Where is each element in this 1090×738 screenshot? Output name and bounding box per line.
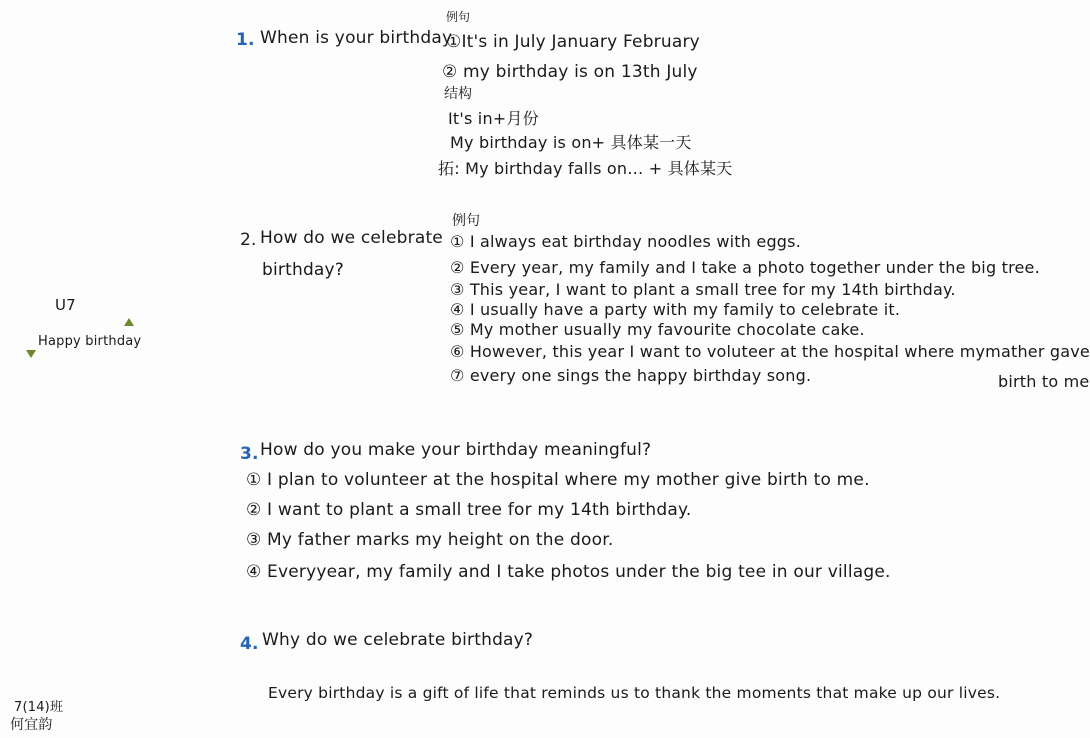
section-4-number: 4.	[240, 634, 259, 654]
section-2-question-line-1: How do we celebrate	[260, 228, 443, 248]
section-3-item-2: ② I want to plant a small tree for my 14th birthday.	[246, 500, 692, 520]
section-2-item-4: ④ I usually have a party with my family to celebrate it.	[450, 300, 901, 319]
class-label: 7(14)班	[14, 700, 64, 715]
section-1-structure-1: It's in+月份	[448, 109, 539, 128]
section-3-question: How do you make your birthday meaningful?	[260, 440, 652, 460]
section-1-number: 1.	[236, 30, 255, 50]
example-label: 例句	[452, 213, 480, 229]
section-3-item-1: ① I plan to volunteer at the hospital where my mother give birth to me.	[246, 470, 870, 490]
section-4-question: Why do we celebrate birthday?	[262, 630, 534, 650]
section-2-question-line-2: birthday?	[262, 260, 345, 280]
section-2-item-3: ③ This year, I want to plant a small tree for my 14th birthday.	[450, 280, 956, 299]
section-3-number: 3.	[240, 444, 259, 464]
example-label: 例句	[446, 10, 471, 24]
unit-title: Happy birthday	[38, 334, 142, 349]
section-1-example-1: ①It's in July January February	[446, 32, 700, 52]
section-1-question: When is your birthday	[260, 28, 453, 48]
section-1-structure-2: My birthday is on+ 具体某一天	[450, 133, 692, 152]
section-1-structure-3: 拓: My birthday falls on… + 具体某天	[438, 159, 733, 178]
section-2-number: 2.	[240, 230, 257, 250]
section-2-item-7: ⑦ every one sings the happy birthday song.	[450, 366, 812, 385]
decoration-flag-icon	[124, 318, 134, 326]
unit-label: U7	[55, 296, 76, 314]
section-3-item-4: ④ Everyyear, my family and I take photos under the big tee in our village.	[246, 562, 891, 582]
section-2-item-6: ⑥ However, this year I want to voluteer at the hospital where mymather gave	[450, 342, 1090, 361]
decoration-flag-icon	[26, 350, 36, 358]
section-2-item-1: ① I always eat birthday noodles with eggs.	[450, 232, 801, 251]
section-4-answer: Every birthday is a gift of life that reminds us to thank the moments that make up our lives.	[268, 684, 1001, 702]
section-2-item-5: ⑤ My mother usually my favourite chocolate cake.	[450, 320, 865, 339]
section-3-item-3: ③ My father marks my height on the door.	[246, 530, 614, 550]
structure-label: 结构	[444, 86, 472, 102]
student-name: 何宜韵	[10, 717, 53, 733]
section-1-example-2: ② my birthday is on 13th July	[442, 62, 698, 82]
section-2-item-6-wrap: birth to me	[998, 372, 1090, 391]
section-2-item-2: ② Every year, my family and I take a photo together under the big tree.	[450, 258, 1040, 277]
